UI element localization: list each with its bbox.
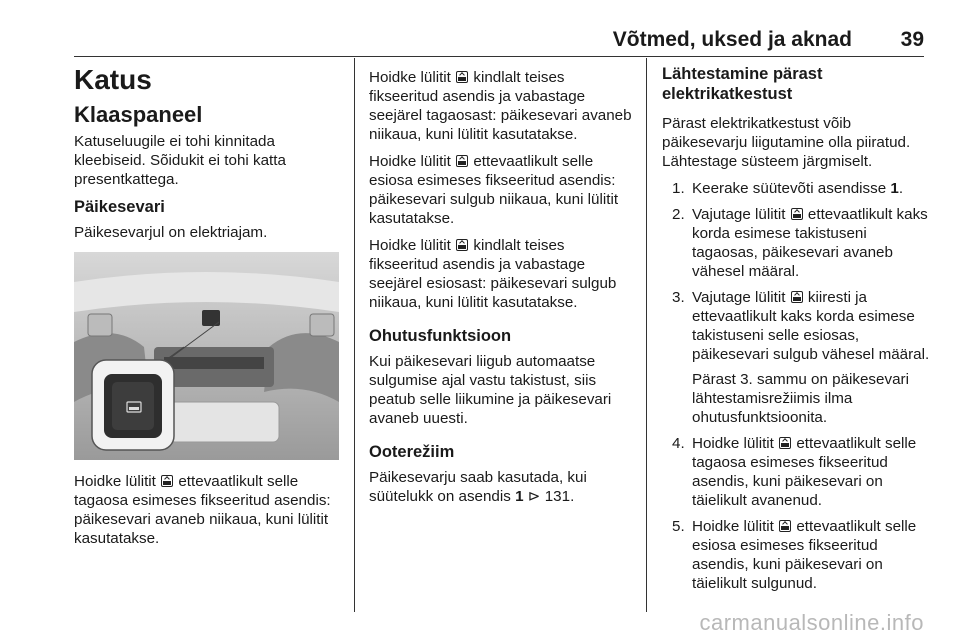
paragraph-open-full: Hoidke lülitit kindlalt teises fikseeritud asendis ja vabastage seejärel tagaosast: päikesevari avaneb niikaua, kuni lülitit kasutatakse. [369, 69, 632, 143]
paragraph-close-full: Hoidke lülitit kindlalt teises fikseeritud asendis ja vabastage seejärel esiosast: päikesevari sulgub niikaua, kuni lülitit kasutatakse. [369, 237, 617, 311]
reset-heading: Lähtestamine pärast elektrikatkestust [662, 65, 823, 103]
cross-reference-icon: ⊳ [527, 488, 541, 505]
sunblind-intro: Päikesevarjul on elektriajam. [74, 224, 268, 241]
running-header-title: Võtmed, uksed ja aknad [612, 28, 852, 51]
list-item: 2. Vajutage lülitit ettevaatlikult kaks korda esimese takistuseni tagaosas, päikesevari avaneb vähesel määral. [672, 206, 928, 280]
column-3 [662, 58, 932, 600]
sunblind-switch-icon [456, 71, 468, 83]
list-item: 1. Keerake süütevõti asendisse 1. [672, 180, 904, 197]
column-divider-2 [646, 58, 647, 612]
glass-panel-text: Katuseluugile ei tohi kinnitada kleebiseid. Sõidukit ei tohi katta presentkattega. [74, 133, 286, 188]
sunblind-switch-icon [791, 291, 803, 303]
paragraph-close-step: Hoidke lülitit ettevaatlikult selle esiosa esimeses fikseeritud asendis: päikesevari sulgub niikaua, kuni lülitit kasutatakse. [369, 153, 619, 227]
photo-caption: Hoidke lülitit ettevaatlikult selle tagaosa esimeses fikseeritud asendis: päikesevari avaneb niikaua, kuni lülitit kasutatakse. [74, 473, 331, 547]
subsection-title: Klaaspaneel [74, 102, 203, 127]
column-1 [74, 58, 344, 556]
reset-intro: Pärast elektrikatkestust võib päikesevarju liigutamine olla piiratud. Lähtestage süsteem järgmiselt. [662, 115, 911, 170]
section-title: Katus [74, 64, 152, 95]
standby-heading: Ooterežiim [369, 443, 455, 461]
sunblind-switch-photo [74, 252, 339, 460]
list-item: 3. Vajutage lülitit kiiresti ja ettevaatlikult kaks korda esimese takistuseni selle esiosas, päikesevari sulgub vähesel määral. Pärast 3. sammu on päikesevari lähtestamisrežiimis ilma ohutusfunktsioonita. [662, 288, 932, 427]
safety-heading: Ohutusfunktsioon [369, 327, 512, 345]
page-number: 39 [900, 28, 924, 51]
column-2 [369, 58, 637, 514]
safety-text: Kui päikesevari liigub automaatse sulgumise ajal vastu takistust, siis peatub selle liikumine ja päikesevari avaneb uuesti. [369, 353, 612, 427]
sunblind-heading: Päikesevari [74, 198, 165, 216]
sunblind-switch-icon [779, 437, 791, 449]
reset-steps [662, 179, 932, 593]
list-item: 5. Hoidke lülitit ettevaatlikult selle esiosa esimeses fikseeritud asendis, kuni päikesevari on täielikult sulgunud. [672, 518, 917, 592]
sunblind-switch-icon [791, 208, 803, 220]
step-note: Pärast 3. sammu on päikesevari lähtestamisrežiimis ilma ohutusfunktsioonita. [692, 371, 909, 426]
column-divider-1 [354, 58, 355, 612]
watermark: carmanualsonline.info [699, 610, 924, 635]
sunblind-switch-icon [161, 475, 173, 487]
list-item: 4. Hoidke lülitit ettevaatlikult selle tagaosa esimeses fikseeritud asendis, kuni päikesevari on täielikult avanenud. [672, 435, 917, 509]
sunblind-switch-icon [779, 520, 791, 532]
header-rule [74, 56, 924, 57]
sunblind-switch-icon [456, 239, 468, 251]
sunblind-switch-icon [456, 155, 468, 167]
standby-text: Päikesevarju saab kasutada, kui süütelukk on asendis 1 ⊳ 131. [369, 469, 587, 505]
